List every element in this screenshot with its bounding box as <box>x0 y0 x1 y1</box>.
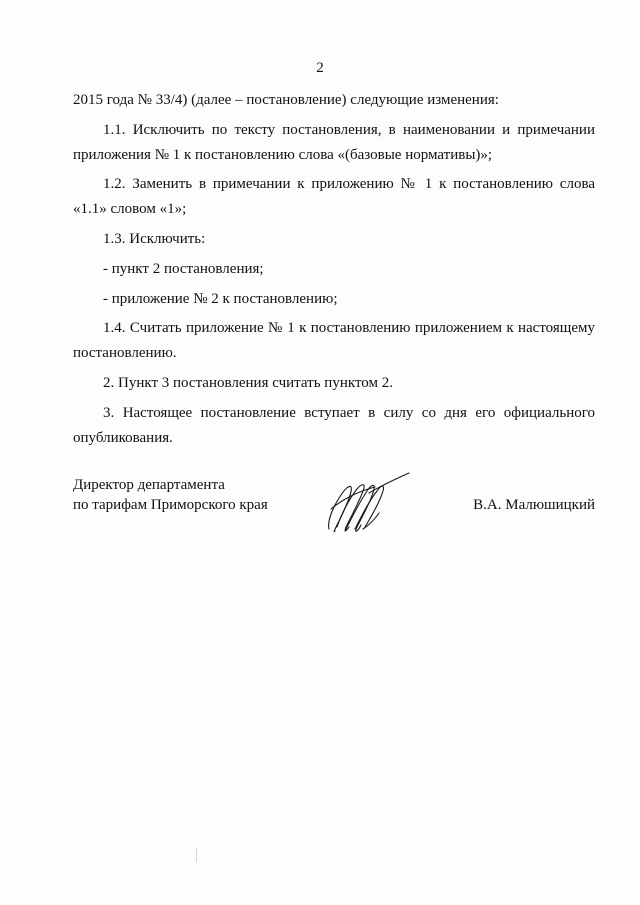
signature-block <box>73 475 595 545</box>
paragraph-2: 2. Пункт 3 постановления считать пунктом 2. <box>103 374 394 391</box>
paragraph-3: 3. Настоящее постановление вступает в силу со дня его официального опубликования. <box>73 404 595 446</box>
scan-artifact-mark <box>196 848 197 862</box>
page-number: 2 <box>316 60 324 76</box>
signer-title-line-1: Директор департамента <box>73 477 225 493</box>
handwritten-signature <box>323 469 413 539</box>
signer-title-line-2: по тарифам Приморского края <box>73 497 268 513</box>
paragraph-1-3-item-1: - пункт 2 постановления; <box>103 260 264 277</box>
paragraph-intro: 2015 года № 33/4) (далее – постановление) следующие изменения: <box>73 92 499 108</box>
signer-name: В.А. Малюшицкий <box>473 497 595 513</box>
paragraph-1-3-item-2: - приложение № 2 к постановлению; <box>103 290 338 307</box>
document-body <box>73 88 595 450</box>
paragraph-1-4: 1.4. Считать приложение № 1 к постановлению приложением к настоящему постановлению. <box>73 320 595 362</box>
paragraph-1-1: 1.1. Исключить по тексту постановления, в наименовании и примечании приложения № 1 к постановлению слова «(базовые нормативы)»; <box>73 121 595 163</box>
paragraph-1-2: 1.2. Заменить в примечании к приложению № 1 к постановлению слова «1.1» словом «1»; <box>73 176 595 218</box>
signer-title <box>73 475 268 515</box>
paragraph-1-3: 1.3. Исключить: <box>103 230 206 247</box>
